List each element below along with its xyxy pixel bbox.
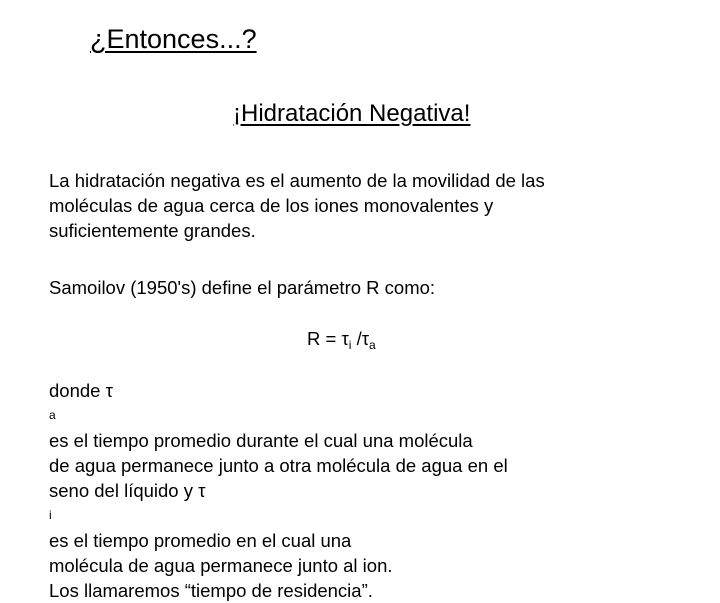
formula-subscript-a: a	[369, 338, 376, 352]
paragraph-definition-line-1: La hidratación negativa es el aumento de la movilidad de las	[49, 170, 545, 191]
formula-lhs: R = τ	[307, 328, 349, 349]
formula-subscript-i: i	[348, 338, 352, 352]
formula-slash: /τ	[351, 328, 370, 349]
paragraph-definition-line-3: suficientemente grandes.	[49, 220, 256, 241]
paragraph-samoilov	[49, 275, 435, 300]
paragraph-explanation	[49, 378, 508, 603]
slide-title: ¿Entonces...?	[90, 24, 257, 54]
paragraph-definition-line-2: moléculas de agua cerca de los iones monovalentes y	[49, 195, 494, 216]
line3-post: es el tiempo promedio en el cual una	[49, 530, 352, 551]
paragraph-explanation-line-4: molécula de agua permanece junto al ion.	[49, 555, 393, 576]
slide-subtitle: ¡Hidratación Negativa!	[233, 100, 471, 127]
line1-pre: donde τ	[49, 380, 113, 401]
paragraph-explanation-line-2: de agua permanece junto a otra molécula de agua en el	[49, 455, 508, 476]
paragraph-samoilov-text: Samoilov (1950's) define el parámetro R como:	[49, 277, 436, 298]
line3-pre: seno del líquido y τ	[49, 480, 206, 501]
line1-post: es el tiempo promedio durante el cual una molécula	[49, 430, 473, 451]
paragraph-explanation-line-1	[49, 378, 508, 453]
line3-subscript: i	[49, 508, 52, 522]
formula-r	[307, 328, 376, 352]
paragraph-explanation-line-5: Los llamaremos “tiempo de residencia”.	[49, 580, 373, 601]
line1-subscript: a	[49, 408, 56, 422]
paragraph-definition	[49, 168, 545, 243]
paragraph-explanation-line-3	[49, 478, 508, 553]
